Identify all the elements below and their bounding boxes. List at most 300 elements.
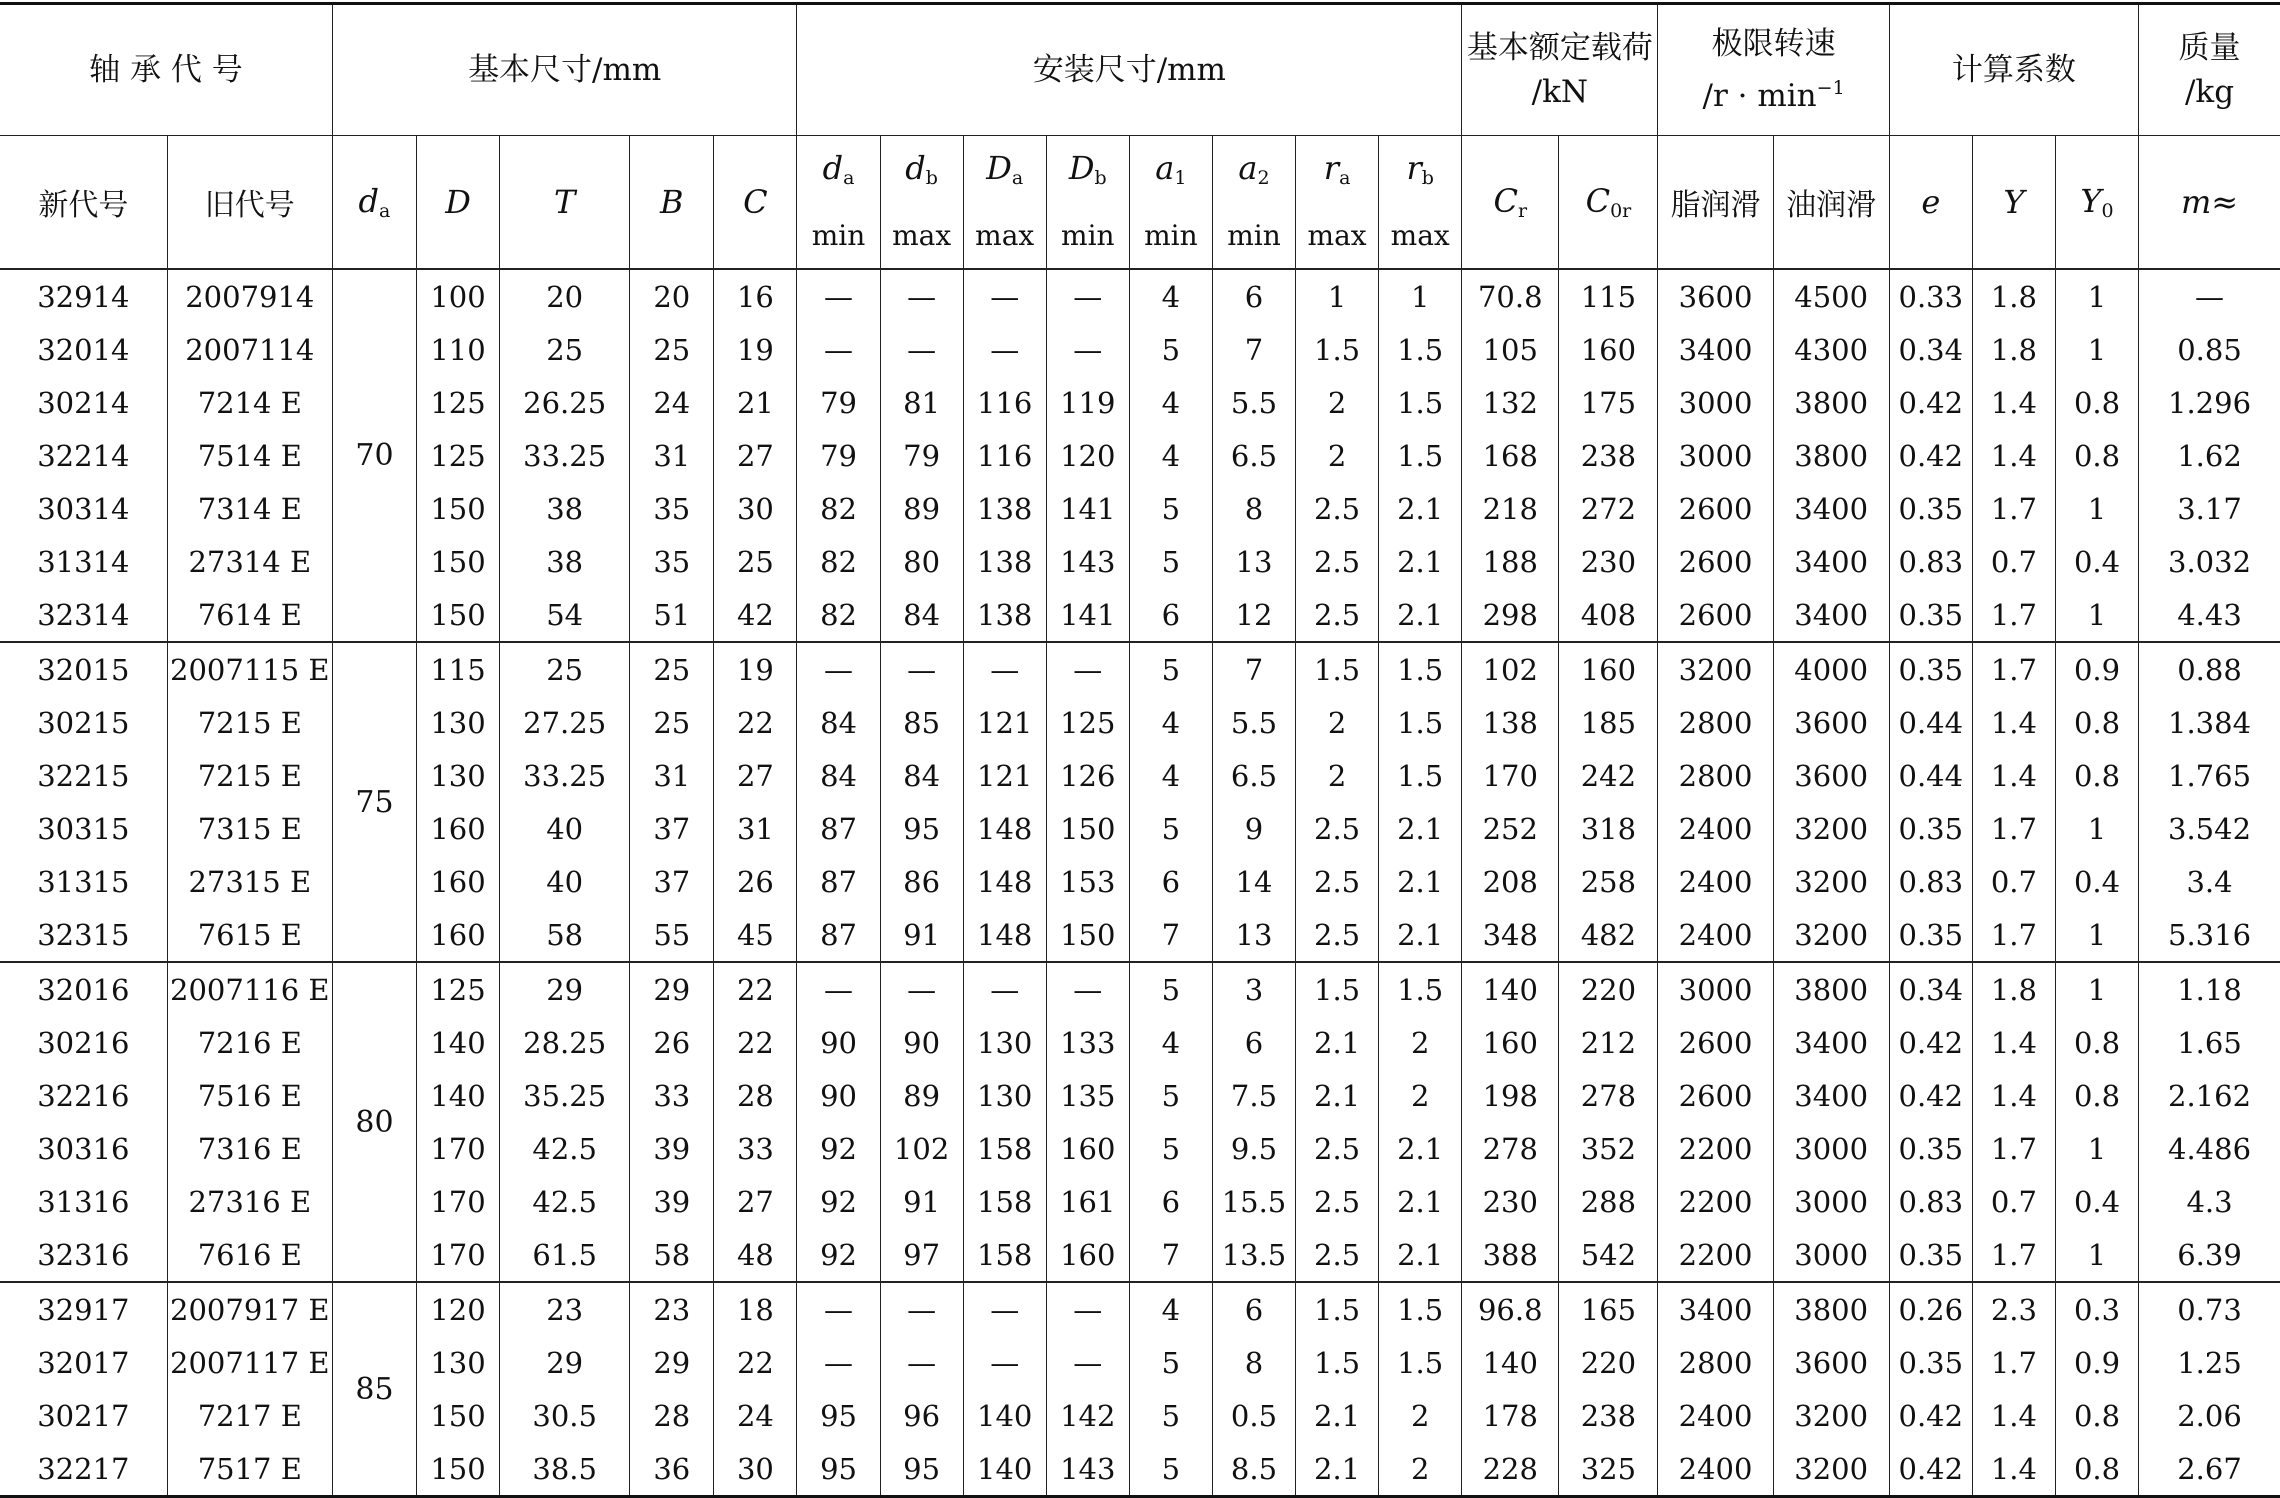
C-cell: 22 (714, 1336, 797, 1389)
T-cell: 28.25 (500, 1016, 630, 1069)
ra-max-cell: 2.5 (1296, 1228, 1379, 1282)
C0r-cell: 258 (1559, 855, 1658, 908)
C0r-cell: 160 (1559, 323, 1658, 376)
grease-speed-cell: 2200 (1658, 1228, 1773, 1282)
Db-min-cell: 120 (1046, 429, 1129, 482)
old-code-cell: 7315 E (167, 802, 332, 855)
m-symbol: m≈ (2180, 183, 2239, 221)
grease-speed-cell: 2200 (1658, 1122, 1773, 1175)
a2-min-cell: 7 (1212, 323, 1295, 376)
speed-unit-exponent: −1 (1816, 77, 1845, 99)
mass-cell: 0.88 (2139, 642, 2280, 696)
ra-max-cell: 2 (1296, 696, 1379, 749)
C-cell: 42 (714, 588, 797, 642)
ra-max-symbol (1296, 139, 1378, 207)
C-cell: 27 (714, 429, 797, 482)
db-max-cell: 84 (880, 749, 963, 802)
Da-max-cell: 130 (963, 1069, 1046, 1122)
da-group-cell: 85 (332, 1282, 416, 1497)
old-code-cell: 7517 E (167, 1442, 332, 1497)
C0r-cell: 542 (1559, 1228, 1658, 1282)
rb-max-cell: 1.5 (1379, 962, 1462, 1016)
load-rating-title: 基本额定载荷 (1466, 30, 1653, 66)
Y0-cell: 0.9 (2055, 1336, 2138, 1389)
symbol: r (1323, 149, 1340, 187)
Y-cell: 1.4 (1972, 1016, 2055, 1069)
limit-label: min (1144, 219, 1198, 252)
db-max-cell: — (880, 962, 963, 1016)
Y0-cell: 1 (2055, 802, 2138, 855)
subscript: a (1011, 167, 1024, 189)
Da-max-cell: — (963, 269, 1046, 323)
ra-max-cell: 2 (1296, 429, 1379, 482)
a1-min-cell: 4 (1129, 269, 1212, 323)
mass-cell: 2.06 (2177, 1398, 2242, 1433)
oil-speed-cell: 3000 (1773, 1175, 1889, 1228)
mass-cell: 0.85 (2177, 332, 2242, 367)
a1-min-cell: 5 (1129, 962, 1212, 1016)
C-symbol: C (743, 183, 768, 221)
new-code-cell: 30217 (0, 1389, 167, 1442)
new-code-cell: 32215 (0, 749, 167, 802)
old-code-header: 旧代号 (167, 136, 332, 270)
speed-unit-text: /r · min (1702, 78, 1817, 114)
C-cell: 28 (714, 1069, 797, 1122)
Y0-cell: 1 (2055, 1122, 2138, 1175)
new-code-cell: 32917 (0, 1282, 167, 1336)
Db-min-cell: 143 (1046, 535, 1129, 588)
symbol: a (1238, 149, 1258, 187)
Y-cell: 1.4 (1972, 1389, 2055, 1442)
grease-speed-cell: 3400 (1658, 323, 1773, 376)
grease-speed-cell: 2400 (1658, 1442, 1773, 1497)
grease-speed-cell: 2400 (1658, 1389, 1773, 1442)
table-row (0, 269, 2280, 323)
Da-max-cell: 158 (963, 1122, 1046, 1175)
Y-header (1972, 136, 2055, 270)
old-code-cell: 7214 E (167, 376, 332, 429)
Cr-cell: 102 (1462, 642, 1559, 696)
D-cell: 100 (417, 269, 500, 323)
e-cell: 0.35 (1889, 802, 1972, 855)
a1-min-cell: 4 (1129, 696, 1212, 749)
da-min-cell: — (797, 962, 880, 1016)
oil-speed-cell: 3000 (1773, 1228, 1889, 1282)
oil-speed-cell: 3800 (1773, 429, 1889, 482)
da-min-cell: 92 (797, 1228, 880, 1282)
oil-speed-cell: 3400 (1773, 1016, 1889, 1069)
Y0-cell: 1 (2055, 962, 2138, 1016)
C0r-cell: 318 (1559, 802, 1658, 855)
mass-cell: 5.316 (2168, 917, 2252, 952)
da-group-cell: 80 (332, 962, 416, 1282)
B-cell: 20 (630, 269, 714, 323)
db-max-cell: 86 (880, 855, 963, 908)
ra-max-cell: 2.5 (1296, 482, 1379, 535)
C0r-cell: 220 (1559, 1336, 1658, 1389)
C0r-cell: 242 (1559, 749, 1658, 802)
basic-dims-header: 基本尺寸/mm (332, 4, 797, 136)
Cr-cell: 140 (1462, 1336, 1559, 1389)
mass-cell: 1.18 (2139, 962, 2280, 1016)
T-cell: 33.25 (500, 749, 630, 802)
Y-cell: 1.8 (1972, 269, 2055, 323)
Da-max-cell: 148 (963, 908, 1046, 962)
da-min-header (797, 136, 880, 270)
B-cell: 25 (630, 323, 714, 376)
B-cell: 35 (630, 482, 714, 535)
a2-min-cell: 5.5 (1212, 376, 1295, 429)
B-cell: 39 (630, 1175, 714, 1228)
Db-min-cell: — (1046, 1336, 1129, 1389)
Cr-cell: 252 (1462, 802, 1559, 855)
da-group-cell: 75 (332, 642, 416, 962)
rb-max-cell: 1.5 (1379, 696, 1462, 749)
T-cell: 58 (500, 908, 630, 962)
B-cell: 55 (630, 908, 714, 962)
a1-min-cell: 6 (1129, 855, 1212, 908)
rb-max-cell: 2.1 (1379, 908, 1462, 962)
Db-min-cell: 153 (1046, 855, 1129, 908)
B-cell: 25 (630, 642, 714, 696)
ra-max-cell: 2.1 (1296, 1389, 1379, 1442)
C-cell: 19 (714, 642, 797, 696)
da-min-cell: 84 (797, 696, 880, 749)
rb-max-symbol (1379, 139, 1461, 207)
Y-cell: 1.7 (1972, 1336, 2055, 1389)
table-row (0, 962, 2280, 1016)
B-cell: 58 (630, 1228, 714, 1282)
Y-cell: 1.4 (1972, 429, 2055, 482)
a2-min-cell: 9 (1212, 802, 1295, 855)
oil-speed-cell: 3200 (1773, 802, 1889, 855)
C-cell: 22 (714, 696, 797, 749)
B-cell: 24 (630, 376, 714, 429)
e-cell: 0.34 (1889, 323, 1972, 376)
B-cell: 26 (630, 1016, 714, 1069)
C-cell: 48 (714, 1228, 797, 1282)
grease-speed-cell: 2800 (1658, 749, 1773, 802)
ra-max-cell: 2 (1296, 749, 1379, 802)
db-max-cell: 81 (880, 376, 963, 429)
Cr-cell: 96.8 (1462, 1282, 1559, 1336)
B-cell: 36 (630, 1442, 714, 1497)
header-group-row (0, 4, 2280, 136)
T-cell: 38.5 (500, 1442, 630, 1497)
Da-max-cell: — (963, 323, 1046, 376)
Y-cell: 1.7 (1972, 1122, 2055, 1175)
ra-max-cell: 1.5 (1296, 323, 1379, 376)
grease-speed-cell: 3200 (1658, 642, 1773, 696)
table-row (0, 642, 2280, 696)
a2-min-cell: 8 (1212, 482, 1295, 535)
e-cell: 0.35 (1889, 1336, 1972, 1389)
e-cell: 0.42 (1889, 1389, 1972, 1442)
Y0-cell: 0.8 (2055, 1069, 2138, 1122)
a1-min-cell: 4 (1129, 749, 1212, 802)
Db-min-cell: 119 (1046, 376, 1129, 429)
D-cell: 170 (417, 1175, 500, 1228)
C-cell: 19 (714, 323, 797, 376)
Y0-cell: 0.3 (2055, 1282, 2138, 1336)
rb-max-header (1379, 136, 1462, 270)
e-cell: 0.44 (1889, 696, 1972, 749)
new-code-cell: 32216 (0, 1069, 167, 1122)
Y0-header (2055, 136, 2138, 270)
Y-symbol: Y (2003, 183, 2025, 221)
Db-min-cell: 161 (1046, 1175, 1129, 1228)
ra-max-cell: 2.5 (1296, 908, 1379, 962)
Y0-cell: 0.9 (2055, 642, 2138, 696)
da-min-cell: 87 (797, 802, 880, 855)
Da-max-cell: — (963, 1282, 1046, 1336)
C-cell: 22 (714, 962, 797, 1016)
a2-min-header (1212, 136, 1295, 270)
mass-cell: 1.65 (2177, 1025, 2242, 1060)
header-sub-row (0, 136, 2280, 270)
C-cell: 31 (714, 802, 797, 855)
oil-speed-cell: 3800 (1773, 1282, 1889, 1336)
a1-min-cell: 6 (1129, 1175, 1212, 1228)
ra-max-cell: 2 (1296, 376, 1379, 429)
Y-cell: 1.8 (1972, 323, 2055, 376)
C0r-cell: 482 (1559, 908, 1658, 962)
Y-cell: 1.7 (1972, 588, 2055, 642)
Db-min-cell: — (1046, 1282, 1129, 1336)
a2-min-cell: 6.5 (1212, 749, 1295, 802)
oil-speed-cell: 3600 (1773, 749, 1889, 802)
new-code-header: 新代号 (0, 136, 167, 270)
Db-min-cell: 133 (1046, 1016, 1129, 1069)
e-cell: 0.42 (1889, 376, 1972, 429)
B-cell: 23 (630, 1282, 714, 1336)
C-header (714, 136, 797, 270)
a1-min-symbol (1130, 139, 1212, 207)
da-min-cell: 79 (797, 429, 880, 482)
B-cell: 35 (630, 535, 714, 588)
rb-max-cell: 2.1 (1379, 855, 1462, 908)
da-min-cell: 90 (797, 1016, 880, 1069)
mass-unit: /kg (2184, 74, 2235, 110)
new-code-cell: 32015 (0, 642, 167, 696)
Da-max-cell: 130 (963, 1016, 1046, 1069)
T-cell: 54 (500, 588, 630, 642)
a2-min-cell: 9.5 (1212, 1122, 1295, 1175)
Y-cell: 0.7 (1972, 855, 2055, 908)
Y0-cell: 1 (2055, 1228, 2138, 1282)
ra-max-cell: 1.5 (1296, 962, 1379, 1016)
old-code-cell: 2007117 E (167, 1336, 332, 1389)
Da-max-cell: 158 (963, 1175, 1046, 1228)
Db-min-cell: 135 (1046, 1069, 1129, 1122)
da-min-cell: 82 (797, 535, 880, 588)
Db-min-cell: 160 (1046, 1228, 1129, 1282)
C-cell: 25 (714, 535, 797, 588)
rb-max-cell: 2.1 (1379, 482, 1462, 535)
oil-speed-cell: 3000 (1773, 1122, 1889, 1175)
Cr-cell: 218 (1462, 482, 1559, 535)
e-cell: 0.35 (1889, 482, 1972, 535)
B-header (630, 136, 714, 270)
D-cell: 150 (417, 482, 500, 535)
Y-cell: 0.7 (1972, 535, 2055, 588)
e-cell: 0.35 (1889, 642, 1972, 696)
a2-min-cell: 6 (1212, 1016, 1295, 1069)
B-cell: 31 (630, 429, 714, 482)
B-symbol: B (660, 183, 684, 221)
Y0-cell: 0.8 (2055, 696, 2138, 749)
e-cell: 0.42 (1889, 1016, 1972, 1069)
C0r-cell: 288 (1559, 1175, 1658, 1228)
D-cell: 160 (417, 908, 500, 962)
limit-label: max (1307, 219, 1367, 252)
e-cell: 0.83 (1889, 855, 1972, 908)
Cr-cell: 278 (1462, 1122, 1559, 1175)
mass-cell: 4.486 (2168, 1131, 2252, 1166)
Cr-cell: 105 (1462, 323, 1559, 376)
limit-label: min (1227, 219, 1281, 252)
new-code-cell: 32314 (0, 588, 167, 642)
C-cell: 27 (714, 1175, 797, 1228)
a2-min-cell: 6.5 (1212, 429, 1295, 482)
a1-min-cell: 5 (1129, 323, 1212, 376)
grease-speed-cell: 2600 (1658, 1016, 1773, 1069)
Da-max-cell: 140 (963, 1389, 1046, 1442)
db-max-cell: 80 (880, 535, 963, 588)
D-cell: 120 (417, 1282, 500, 1336)
Y0-cell: 0.4 (2055, 855, 2138, 908)
T-cell: 42.5 (500, 1175, 630, 1228)
old-code-cell: 7216 E (167, 1016, 332, 1069)
bearing-code-header: 轴 承 代 号 (0, 4, 332, 136)
grease-speed-cell: 3000 (1658, 429, 1773, 482)
rb-max-cell: 1 (1379, 269, 1462, 323)
C0r-cell: 212 (1559, 1016, 1658, 1069)
a1-min-cell: 5 (1129, 535, 1212, 588)
Db-min-cell: 141 (1046, 482, 1129, 535)
Y0-cell: 0.8 (2055, 376, 2138, 429)
da-min-cell: — (797, 642, 880, 696)
oil-speed-cell: 3800 (1773, 962, 1889, 1016)
a1-min-cell: 4 (1129, 376, 1212, 429)
new-code-cell: 30315 (0, 802, 167, 855)
old-code-cell: 2007914 (167, 269, 332, 323)
new-code-cell: 32016 (0, 962, 167, 1016)
Cr-cell: 168 (1462, 429, 1559, 482)
subscript: a (1339, 167, 1351, 189)
new-code-cell: 32017 (0, 1336, 167, 1389)
Da-max-cell: 116 (963, 429, 1046, 482)
Da-max-cell: 116 (963, 376, 1046, 429)
oil-speed-cell: 3400 (1773, 1069, 1889, 1122)
Y0-cell: 1 (2055, 482, 2138, 535)
rb-max-cell: 1.5 (1379, 749, 1462, 802)
db-max-cell: 95 (880, 1442, 963, 1497)
grease-speed-cell: 3600 (1658, 269, 1773, 323)
rb-max-cell: 1.5 (1379, 323, 1462, 376)
B-cell: 37 (630, 802, 714, 855)
Db-min-header (1046, 136, 1129, 270)
C-cell: 22 (714, 1016, 797, 1069)
new-code-cell: 31315 (0, 855, 167, 908)
mass-cell: 3.17 (2177, 491, 2242, 526)
table-header (0, 4, 2280, 270)
a2-min-cell: 7 (1212, 642, 1295, 696)
a1-min-cell: 4 (1129, 1016, 1212, 1069)
Y-cell: 1.7 (1972, 908, 2055, 962)
Cr-cell: 140 (1462, 962, 1559, 1016)
old-code-cell: 7616 E (167, 1228, 332, 1282)
mass-title: 质量 (2178, 30, 2241, 66)
oil-speed-cell: 3200 (1773, 908, 1889, 962)
new-code-cell: 31314 (0, 535, 167, 588)
Y-cell: 1.7 (1972, 1228, 2055, 1282)
e-cell: 0.26 (1889, 1282, 1972, 1336)
da-min-cell: 82 (797, 588, 880, 642)
Da-max-cell: — (963, 1336, 1046, 1389)
C0r-cell: 238 (1559, 1389, 1658, 1442)
D-cell: 140 (417, 1016, 500, 1069)
new-code-cell: 30215 (0, 696, 167, 749)
old-code-cell: 2007115 E (167, 642, 332, 696)
old-code-cell: 27316 E (167, 1175, 332, 1228)
db-max-cell: 90 (880, 1016, 963, 1069)
Db-min-cell: 125 (1046, 696, 1129, 749)
rb-max-cell: 2 (1379, 1016, 1462, 1069)
T-cell: 29 (500, 1336, 630, 1389)
T-cell: 26.25 (500, 376, 630, 429)
T-cell: 33.25 (500, 429, 630, 482)
a2-min-cell: 8.5 (1212, 1442, 1295, 1497)
Y0-cell: 0.4 (2055, 1175, 2138, 1228)
C-cell: 24 (714, 1389, 797, 1442)
Y0-symbol: Y (2080, 182, 2102, 220)
C-cell: 30 (714, 1442, 797, 1497)
D-cell: 125 (417, 376, 500, 429)
D-cell: 150 (417, 588, 500, 642)
D-cell: 130 (417, 749, 500, 802)
oil-speed-cell: 3200 (1773, 1442, 1889, 1497)
C-cell: 27 (714, 749, 797, 802)
da-header (332, 136, 416, 270)
new-code-cell: 32914 (0, 269, 167, 323)
B-cell: 28 (630, 1389, 714, 1442)
a1-min-cell: 5 (1129, 1389, 1212, 1442)
C0r-cell: 230 (1559, 535, 1658, 588)
grease-speed-cell: 2400 (1658, 855, 1773, 908)
a1-min-cell: 5 (1129, 1122, 1212, 1175)
db-max-cell: 89 (880, 1069, 963, 1122)
da-min-cell: 87 (797, 855, 880, 908)
C0r-cell: 160 (1559, 642, 1658, 696)
ra-max-cell: 2.5 (1296, 588, 1379, 642)
grease-speed-cell: 2600 (1658, 588, 1773, 642)
Da-max-cell: — (963, 642, 1046, 696)
a2-min-cell: 0.5 (1212, 1389, 1295, 1442)
mass-cell: 3.4 (2186, 864, 2233, 899)
subscript: 1 (1174, 167, 1187, 189)
oil-header: 油润滑 (1773, 136, 1889, 270)
D-cell: 130 (417, 696, 500, 749)
Db-min-cell: 143 (1046, 1442, 1129, 1497)
Cr-cell: 170 (1462, 749, 1559, 802)
table-body (0, 269, 2280, 1497)
grease-speed-cell: 3000 (1658, 376, 1773, 429)
C-cell: 33 (714, 1122, 797, 1175)
oil-speed-cell: 4000 (1773, 642, 1889, 696)
a1-min-cell: 7 (1129, 1228, 1212, 1282)
a1-min-cell: 5 (1129, 1069, 1212, 1122)
